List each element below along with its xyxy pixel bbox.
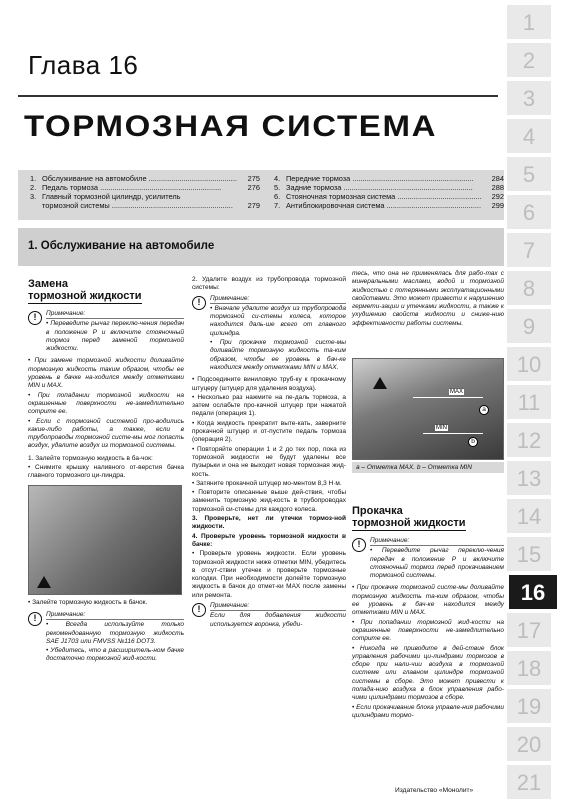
note-label: Примечание:: [210, 602, 346, 611]
toc-item[interactable]: [30, 201, 260, 210]
chapter-tab-15[interactable]: 15: [507, 536, 551, 571]
paragraph: • Когда жидкость прекратит выте-кать, заверните прокачной штуцер и от-пустите педаль тормоза (операция 2).: [192, 419, 346, 444]
chapter-tab-6[interactable]: 6: [507, 194, 551, 229]
chapter-label: Глава 16: [28, 50, 139, 80]
chapter-tab-16-active[interactable]: 16: [509, 574, 557, 609]
paragraph: • Проверьте уровень жидкости. Если уровень тормозной жидкости ниже отметки MIN, убедитесь в отсут-ствии утечек и проверьте тормозные колодки. При необходимости долейте тормозную жидкость в бачок до отмет-ки MAX после замены или ремонта.: [192, 550, 346, 599]
max-line: [413, 397, 483, 398]
note-text: Если для добавления жидкости используется воронка, убеди-: [210, 612, 346, 628]
paragraph: 2. Удалите воздух из трубопровода тормозной системы:: [192, 276, 346, 292]
toc-num: 3.: [30, 192, 37, 201]
paragraph: • При прокачке тормозной систе-мы доливайте тормозную жидкость та-ким образом, чтобы ее уровень в бач-ке находился между отметками MIN и MAX.: [352, 584, 504, 617]
subsection-heading: [28, 278, 184, 308]
heading-line: Замена: [28, 278, 69, 290]
toc-text: Стояночная тормозная система .........................................: [286, 192, 482, 201]
note-text: • Убедитесь, что в расширитель-ном бачке достаточно тормозной жид-кости.: [46, 647, 184, 663]
section-header: [18, 228, 504, 266]
chapter-divider: [18, 95, 498, 97]
chapter-tab-20[interactable]: 20: [507, 726, 551, 761]
toc-text: Педаль тормоза ...........................................................: [42, 183, 222, 192]
chapter-tab-17[interactable]: 17: [507, 612, 551, 647]
note-text: • Переведите рычаг переклю-чения передач в положение P и включите стояночный тормоз перед прокачиванием тормозной системы.: [370, 547, 504, 580]
warning-icon: [373, 377, 387, 389]
max-label: MAX: [450, 389, 464, 395]
toc-item[interactable]: [30, 174, 260, 183]
paragraph: • Если прокачивание блока управле-ния рабочими цилиндрами тормо-: [352, 703, 504, 719]
toc-item[interactable]: [30, 183, 260, 192]
warning-icon: [37, 576, 51, 588]
figure-caption: a – Отметка MAX. b – Отметка MIN: [352, 462, 504, 473]
chapter-title: ТОРМОЗНАЯ СИСТЕМА: [24, 110, 438, 143]
note-box: [352, 537, 504, 581]
toc-page: 276: [247, 183, 260, 192]
chapter-tab-7[interactable]: 7: [507, 232, 551, 267]
paragraph: тесь, что она не применялась для рабо-тах с минеральными маслами, водой и тормозной жидкостью с потерянными эксплуатационными свойствами. Это может привести к нарушению гермети-зации и утечками жидкости, а также к ухудшению свойств жидкости и сниже-нию эффективности работы системы.: [352, 270, 504, 327]
toc-num: [30, 201, 42, 210]
chapter-tab-19[interactable]: 19: [507, 688, 551, 723]
chapter-tab-12[interactable]: 12: [507, 422, 551, 457]
paragraph: • При замене тормозной жидкости доливайте тормозную жидкость таким образом, чтобы ее уровень в бачке на-ходился между отметками MIN и MAX.: [28, 357, 184, 390]
min-label: MIN: [436, 425, 447, 431]
toc-text: Главный тормозной цилиндр, усилитель: [42, 192, 181, 201]
toc-num: 5.: [274, 183, 281, 192]
toc-page: 299: [491, 201, 504, 210]
chapter-contents: [18, 170, 504, 220]
toc-item[interactable]: [30, 192, 260, 201]
info-icon: !: [192, 296, 206, 310]
toc-item[interactable]: [274, 183, 504, 192]
paragraph: • Если с тормозной системой про-водились какие-либо работы, а также, если в трубопроводы тормозной систе-мы мог попасть воздух, удалите воздух из тормозной системы.: [28, 417, 184, 450]
paragraph: • При попадании тормозной жидкости на окрашенные поверхности не-замедлительно сотрите ее.: [28, 391, 184, 416]
toc-text: Обслуживание на автомобиле ...........................................: [42, 174, 237, 183]
callout-a: a: [479, 405, 489, 415]
info-icon: !: [28, 612, 42, 626]
reservoir-photo: [28, 485, 182, 595]
chapter-tab-5[interactable]: 5: [507, 156, 551, 191]
toc-page: 284: [491, 174, 504, 183]
paragraph: 3. Проверьте, нет ли утечки тормоз-ной жидкости.: [192, 515, 346, 531]
subsection-heading: [352, 505, 504, 535]
toc-page: 288: [491, 183, 504, 192]
info-icon: !: [192, 603, 206, 617]
toc-item[interactable]: [274, 192, 504, 201]
toc-page: 292: [491, 192, 504, 201]
chapter-tab-11[interactable]: 11: [507, 384, 551, 419]
paragraph: • Повторите описанные выше дей-ствия, чтобы заменить тормозную жид-кость в трубопроводах тормозной си-стемы для каждого колеса.: [192, 489, 346, 513]
heading-line: Прокачка: [352, 505, 403, 517]
chapter-tab-21[interactable]: 21: [507, 764, 551, 799]
note-box: [192, 602, 346, 630]
note-label: Примечание:: [46, 611, 184, 620]
section-title: 1. Обслуживание на автомобиле: [28, 240, 215, 252]
paragraph: • Никогда не приводите в дей-ствие блок управления рабочими ци-линдрами тормозов в сборе при нали-чии воздуха в тормозной системе или главном цилиндре тормозной системы в сборе. Это может привести к попада-нию воздуха в блок управления рабо-чими цилиндрами тормозов в сборе.: [352, 644, 504, 702]
chapter-tab-13[interactable]: 13: [507, 460, 551, 495]
publisher-footer: Издательство «Монолит»: [395, 787, 474, 794]
min-line: [423, 433, 483, 434]
toc-num: 4.: [274, 174, 281, 183]
toc-text: Антиблокировочная система ..............................................: [286, 201, 482, 210]
chapter-tab-18[interactable]: 18: [507, 650, 551, 685]
note-text: • Переведите рычаг переклю-чения передач в положение P и включите стояночный тормоз перед заменой тормозной жидкости.: [46, 320, 184, 353]
chapter-tab-9[interactable]: 9: [507, 308, 551, 343]
toc-num: 1.: [30, 174, 37, 183]
paragraph: • Залейте тормозную жидкость в бачок.: [28, 598, 148, 606]
info-icon: !: [28, 311, 42, 325]
toc-text: тормозной системы ...........................................................: [42, 201, 233, 210]
column-1: [28, 270, 184, 668]
paragraph: 4. Проверьте уровень тормозной жидкости в бачке:: [192, 532, 346, 548]
heading-line: тормозной жидкости: [28, 290, 142, 302]
chapter-tab-10[interactable]: 10: [507, 346, 551, 381]
toc-page: 279: [247, 201, 260, 210]
info-icon: !: [352, 538, 366, 552]
toc-num: 7.: [274, 201, 281, 210]
toc-right-column: [274, 174, 504, 210]
column-3-lower: [352, 505, 504, 721]
chapter-tab-2[interactable]: 2: [507, 42, 551, 77]
paragraph: • Несколько раз нажмите на пе-даль тормоза, а затем ослабьте про-качной штуцер при нажатой педали (операция 1).: [192, 393, 346, 418]
chapter-tab-3[interactable]: 3: [507, 80, 551, 115]
note-label: Примечание:: [370, 537, 504, 546]
toc-item[interactable]: [274, 201, 504, 210]
paragraph: 1. Залейте тормозную жидкость в ба-чок:: [28, 454, 153, 462]
chapter-tab-8[interactable]: 8: [507, 270, 551, 305]
note-box: [192, 295, 346, 374]
note-box: [28, 611, 184, 665]
toc-num: 6.: [274, 192, 281, 201]
chapter-tab-4[interactable]: 4: [507, 118, 551, 153]
reservoir-level-photo: [352, 358, 504, 460]
toc-page: 275: [247, 174, 260, 183]
note-label: Примечание:: [210, 295, 346, 304]
column-2: [192, 270, 346, 633]
toc-text: Передние тормоза ...........................................................: [286, 174, 474, 183]
toc-left-column: [30, 174, 260, 210]
toc-text: Задние тормоза ...............................................................: [286, 183, 473, 192]
toc-num: 2.: [30, 183, 37, 192]
column-3: [352, 270, 504, 329]
toc-page: [242, 192, 260, 201]
paragraph: • Снимите крышку наливного от-верстия бачка главного тормозного ци-линдра.: [28, 464, 184, 480]
heading-line: тормозной жидкости: [352, 517, 466, 529]
toc-item[interactable]: [274, 174, 504, 183]
chapter-tab-14[interactable]: 14: [507, 498, 551, 533]
chapter-tab-1[interactable]: 1: [507, 4, 551, 39]
paragraph: • При попадании тормозной жид-кости на окрашенные поверхности не-замедлительно сотрите ее.: [352, 618, 504, 643]
paragraph: • Повторяйте операции 1 и 2 до тех пор, пока из тормозной жидкости не будут удалены все пузырьки и она не выходит новая тормозная жид-кость.: [192, 445, 346, 478]
callout-b: b: [468, 437, 478, 447]
note-text: • При прокачке тормозной систе-мы доливайте тормозную жидкость та-ким образом, чтобы ее уровень в бач-ке находился между отметками MIN и MAX.: [210, 339, 346, 371]
paragraph: • Подсоедините виниловую труб-ку к прокачному штуцеру (штуцер для удаления воздуха).: [192, 376, 346, 392]
paragraph: • Затяните прокачной штуцер мо-ментом 8,3 Н·м.: [192, 479, 342, 487]
note-text: • Вначале удалите воздух из трубопровода тормозной си-стемы колеса, которое находится даль-ше всего от главного цилиндра.: [210, 304, 346, 337]
note-box: [28, 310, 184, 354]
note-label: Примечание:: [46, 310, 184, 319]
note-text: • Всегда используйте только рекомендованную тормозную жидкость SAE J1703 или FMVSS №116 DOT3.: [46, 621, 184, 645]
